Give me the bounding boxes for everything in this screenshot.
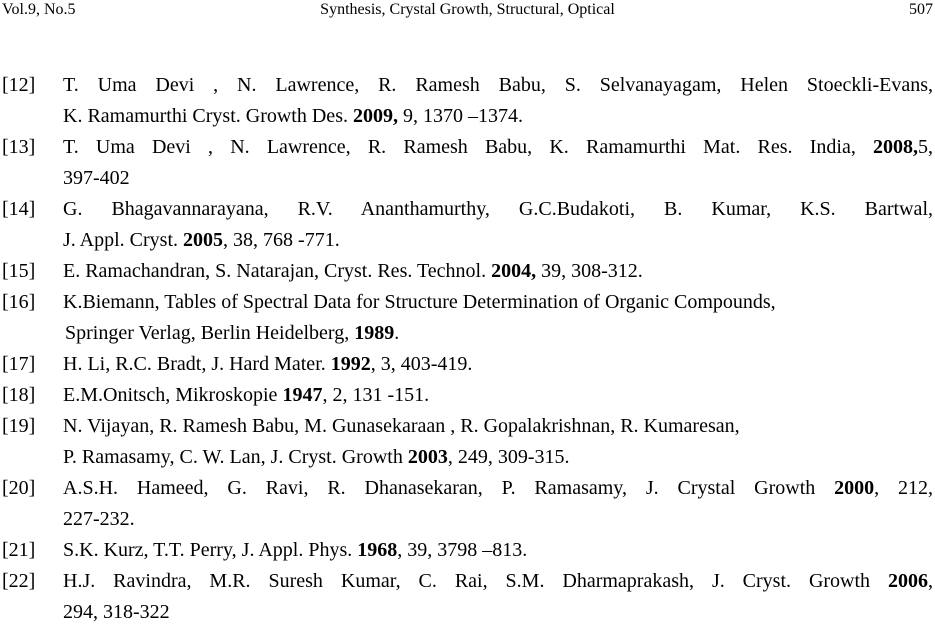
reference-item [0,349,935,380]
reference-number: [19] [2,415,36,437]
header-volume: Vol.9, No.5 [2,1,76,18]
reference-item [0,535,935,566]
reference-line: Springer Verlag, Berlin Heidelberg, 1989. [65,322,400,344]
reference-item [0,473,935,535]
reference-number: [22] [2,570,36,592]
reference-number: [13] [2,136,36,158]
running-header [0,0,935,20]
reference-list [0,70,935,628]
reference-item [0,566,935,628]
reference-line: H. Li, R.C. Bradt, J. Hard Mater. 1992, 3, 403-419. [63,353,473,375]
header-title: Synthesis, Crystal Growth, Structural, Optical [320,1,615,18]
reference-item [0,411,935,473]
reference-line: 397-402 [63,167,130,189]
reference-line: K. Ramamurthi Cryst. Growth Des. 2009, 9, 1370 –1374. [63,105,523,127]
reference-line: N. Vijayan, R. Ramesh Babu, M. Gunasekaraan , R. Gopalakrishnan, R. Kumaresan, [63,415,740,437]
reference-item [0,287,935,349]
reference-number: [17] [2,353,36,375]
reference-line: 294, 318-322 [63,601,170,623]
reference-line: 227-232. [63,508,135,530]
reference-line: E.M.Onitsch, Mikroskopie 1947, 2, 131 -151. [63,384,430,406]
reference-line: G. Bhagavannarayana, R.V. Ananthamurthy, G.C.Budakoti, B. Kumar, K.S. Bartwal, [63,198,933,220]
reference-item [0,380,935,411]
reference-line: T. Uma Devi , N. Lawrence, R. Ramesh Babu, K. Ramamurthi Mat. Res. India, 2008,5, [63,136,933,158]
reference-item [0,132,935,194]
reference-item [0,256,935,287]
reference-line: P. Ramasamy, C. W. Lan, J. Cryst. Growth 2003, 249, 309-315. [63,446,570,468]
reference-line: A.S.H. Hameed, G. Ravi, R. Dhanasekaran, P. Ramasamy, J. Crystal Growth 2000, 212, [63,477,933,499]
reference-line: K.Biemann, Tables of Spectral Data for Structure Determination of Organic Compounds, [63,291,776,313]
reference-number: [18] [2,384,36,406]
reference-number: [21] [2,539,36,561]
reference-item [0,70,935,132]
reference-number: [20] [2,477,36,499]
reference-item [0,194,935,256]
reference-line: T. Uma Devi , N. Lawrence, R. Ramesh Babu, S. Selvanayagam, Helen Stoeckli-Evans, [63,74,933,96]
reference-number: [16] [2,291,36,313]
header-page-number: 507 [909,1,933,18]
reference-line: J. Appl. Cryst. 2005, 38, 768 -771. [63,229,340,251]
reference-line: S.K. Kurz, T.T. Perry, J. Appl. Phys. 1968, 39, 3798 –813. [63,539,528,561]
reference-number: [12] [2,74,36,96]
reference-number: [15] [2,260,36,282]
reference-line: H.J. Ravindra, M.R. Suresh Kumar, C. Rai, S.M. Dharmaprakash, J. Cryst. Growth 2006, [63,570,933,592]
reference-line: E. Ramachandran, S. Natarajan, Cryst. Res. Technol. 2004, 39, 308-312. [63,260,643,282]
reference-number: [14] [2,198,36,220]
